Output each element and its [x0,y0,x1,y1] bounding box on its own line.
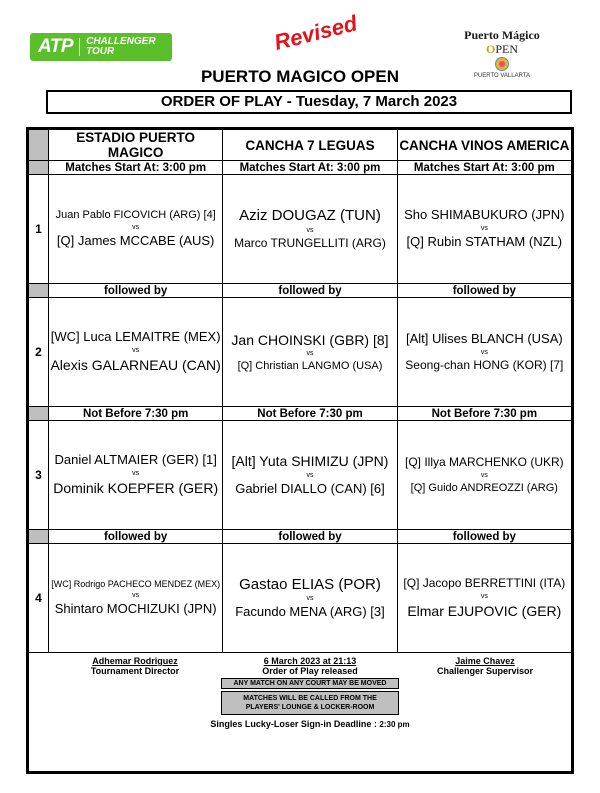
vs-label: vs [480,471,488,479]
match-number: 2 [29,298,49,407]
order-of-play-heading: ORDER OF PLAY - Tuesday, 7 March 2023 [46,90,572,114]
corner-cell [29,130,49,161]
player-one: Juan Pablo FICOVICH (ARG) [4] [55,209,216,222]
vs-label: vs [132,347,140,355]
court-name: ESTADIO PUERTO MAGICO [49,130,223,161]
tournament-director-block [49,656,221,715]
match-cell [397,298,571,407]
match-cell [223,175,397,284]
player-one: [Q] Illya MARCHENKO (UKR) [404,454,564,469]
match-cell [49,421,223,530]
atp-logo-line1: CHALLENGER [86,36,156,47]
player-one: Aziz DOUGAZ (TUN) [239,207,381,225]
flower-icon [495,57,509,71]
sequence-row [29,284,572,298]
vs-label: vs [132,223,140,231]
revised-stamp: Revised [271,10,360,56]
release-block [221,656,399,715]
footer-row [29,653,572,772]
player-one: [WC] Luca LEMAITRE (MEX) [50,329,221,345]
match-cell [49,175,223,284]
director-name: Adhemar Rodriguez [92,656,178,666]
vs-label: vs [132,470,140,478]
notice-players-called [221,691,399,715]
match-number: 1 [29,175,49,284]
notice-line: MATCHES WILL BE CALLED FROM THE [243,695,377,702]
start-time-label: Matches Start At: 3:00 pm [397,161,571,175]
player-two: Dominik KOEPFER (GER) [53,480,219,497]
released-label: Order of Play released [262,666,358,676]
match-row [29,544,572,653]
start-time-label: Matches Start At: 3:00 pm [49,161,223,175]
match-cell [223,421,397,530]
start-time-label: Matches Start At: 3:00 pm [223,161,397,175]
match-cell [49,298,223,407]
sponsor-logo-city: PUERTO VALLARTA [473,73,531,79]
sequence-row [29,530,572,544]
deadline-time: 2:30 pm [379,720,410,729]
player-two: Alexis GALARNEAU (CAN) [50,357,221,374]
match-cell [397,421,571,530]
match-cell [397,544,571,653]
supervisor-name: Jaime Chavez [455,656,515,666]
player-two: Gabriel DIALLO (CAN) [6] [235,480,385,496]
sponsor-logo-name: Puerto Mágico [464,28,540,42]
player-two: [Q] Christian LANGMO (USA) [237,359,383,372]
player-one: Gastao ELIAS (POR) [239,575,381,593]
atp-logo-word: ATP [38,36,74,57]
start-time-label: Not Before 7:30 pm [49,407,223,421]
atp-logo-divider [79,38,80,56]
sponsor-logo-o: O [485,42,496,56]
footer-cell [29,653,572,772]
vs-label: vs [480,348,488,356]
player-one: Daniel ALTMAIER (GER) [1] [54,452,217,468]
vs-label: vs [132,591,140,599]
player-one: [Alt] Ulises BLANCH (USA) [405,330,563,346]
match-row [29,175,572,284]
sequence-label: followed by [397,530,571,544]
match-number: 3 [29,421,49,530]
start-time-label: Not Before 7:30 pm [397,407,571,421]
player-two: Marco TRUNGELLITI (ARG) [234,235,386,250]
start-time-label: Not Before 7:30 pm [223,407,397,421]
court-name: CANCHA 7 LEGUAS [223,130,397,161]
deadline-label: Singles Lucky-Loser Sign-in Deadline : [210,719,377,729]
player-one: Jan CHOINSKI (GBR) [8] [231,331,389,348]
player-one: [WC] Rodrigo PACHECO MENDEZ (MEX) [51,579,221,590]
vs-label: vs [306,595,314,603]
vs-label: vs [480,592,488,600]
atp-logo-line2: TOUR [86,46,115,57]
sponsor-logo-pen: PEN [495,42,518,56]
court-name: CANCHA VINOS AMERICA [397,130,571,161]
start-time-row [29,407,572,421]
player-two: Facundo MENA (ARG) [3] [235,604,385,620]
sequence-label: followed by [49,530,223,544]
row-marker [29,407,49,421]
lucky-loser-deadline [29,719,571,729]
match-cell [397,175,571,284]
start-time-row [29,161,572,175]
player-two: [Q] Rubin STATHAM (NZL) [406,234,563,249]
row-marker [29,161,49,175]
released-date: 6 March 2023 at 21:13 [263,656,357,666]
match-row [29,421,572,530]
player-two: Seong-chan HONG (KOR) [7] [405,357,564,372]
match-cell [223,298,397,407]
supervisor-title: Challenger Supervisor [436,666,534,676]
match-cell [223,544,397,653]
sequence-label: followed by [49,284,223,298]
tournament-title: PUERTO MAGICO OPEN [200,67,400,86]
match-number: 4 [29,544,49,653]
sequence-label: followed by [223,284,397,298]
player-one: Sho SHIMABUKURO (JPN) [404,207,565,223]
player-one: [Q] Jacopo BERRETTINI (ITA) [403,576,566,591]
player-two: Elmar EJUPOVIC (GER) [407,602,562,619]
player-two: [Q] Guido ANDREOZZI (ARG) [410,481,558,494]
vs-label: vs [306,226,314,234]
director-title: Tournament Director [90,666,180,676]
atp-logo-tagline [86,37,155,57]
match-cell [49,544,223,653]
puerto-magico-open-logo [458,28,546,88]
vs-label: vs [306,349,314,357]
sequence-label: followed by [397,284,571,298]
match-row [29,298,572,407]
vs-label: vs [480,225,488,232]
order-of-play-table [26,127,574,774]
sequence-label: followed by [223,530,397,544]
row-marker [29,284,49,298]
supervisor-block [399,656,571,715]
sponsor-logo-open [458,42,546,57]
court-header-row [29,130,572,161]
notice-match-moved: ANY MATCH ON ANY COURT MAY BE MOVED [221,678,399,689]
player-one: [Alt] Yuta SHIMIZU (JPN) [231,453,389,470]
player-two: [Q] James MCCABE (AUS) [56,232,215,248]
notice-line: PLAYERS' LOUNGE & LOCKER-ROOM [245,704,375,711]
vs-label: vs [306,471,314,479]
atp-challenger-tour-logo [30,33,172,61]
player-two: Shintaro MOCHIZUKI (JPN) [54,600,217,616]
row-marker [29,530,49,544]
